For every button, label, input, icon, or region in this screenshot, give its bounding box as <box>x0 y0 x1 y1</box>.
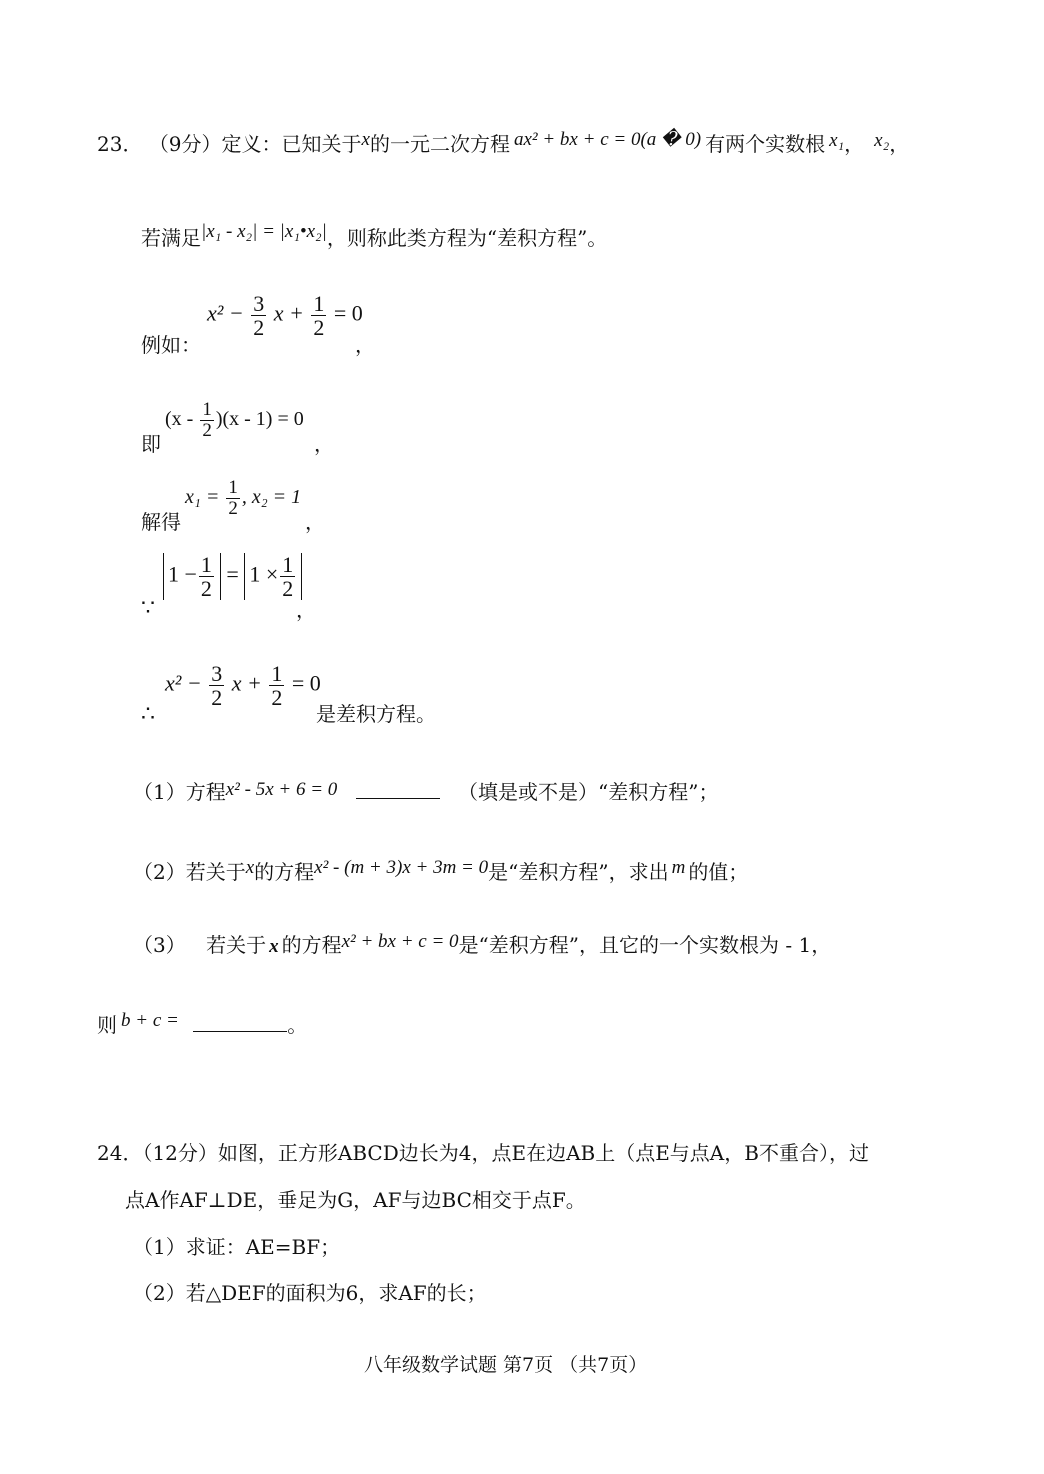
ji-label: 即 <box>141 432 161 456</box>
fraction-one-half: $\frac{1}{2}$ <box>228 477 238 519</box>
condition-prefix: 若满足 <box>141 226 201 250</box>
abs-right: 1 × $\frac{1}{2}$ <box>244 553 302 600</box>
part-1-hint: （填是或不是）“差积方程”； <box>458 780 719 804</box>
factored-eq-part: )(x - 1) = 0 <box>215 408 304 431</box>
fraction-one-half: $\frac{1}{2}$ <box>202 399 212 441</box>
comma: ， <box>844 132 865 156</box>
roots-eq-part: , x₂ = 1 <box>241 486 302 509</box>
fraction-one-half: $\frac{1}{2}$ <box>313 291 325 341</box>
answer-blank-1[interactable] <box>356 780 440 799</box>
abs-left: 1 − $\frac{1}{2}$ <box>163 553 221 600</box>
condition-suffix: ，则称此类方程为“差积方程”。 <box>326 226 608 250</box>
example-eq-part: x + <box>273 300 304 326</box>
roots-equation <box>185 478 301 519</box>
root-x1: x₁ <box>829 130 845 151</box>
roots-eq-part: x₁ = <box>185 486 220 509</box>
example-eq-part: x² − <box>207 300 244 326</box>
because-symbol: ∵ <box>141 596 155 621</box>
part-3-equation: x² + bx + c = 0 <box>341 931 459 952</box>
part-3-continued: 则 b + c = 。 <box>97 1010 308 1037</box>
part-3-label: （3） <box>133 933 186 957</box>
factored-eq-part: (x - <box>165 408 194 431</box>
conclusion-equation: x² − $\frac{3}{2}$ x + $\frac{1}{2}$ = 0 <box>165 661 321 711</box>
comma: ， <box>889 132 910 156</box>
var-x: x <box>361 129 370 150</box>
condition-equation: |x₁ - x₂| = |x₁•x₂| <box>201 221 327 242</box>
q23-intro-b: 的一元二次方程 <box>369 132 510 156</box>
q23-number: 23． <box>97 132 143 156</box>
part-1-label: （1）方程 <box>133 780 226 804</box>
equals-sign: = <box>226 561 239 587</box>
page-footer: 八年级数学试题 第7页 （共7页） <box>364 1354 648 1376</box>
q24-line1: 24．（12分）如图，正方形ABCD边长为4，点E在边AB上（点E与点A，B不重合），过 <box>97 1141 869 1165</box>
q23-intro-c: 有两个实数根 <box>705 132 826 156</box>
therefore-symbol: ∴ <box>141 702 155 727</box>
part-2: （2）若关于x的方程x² - (m + 3)x + 3m = 0是“差积方程”，求出 m 的值； <box>133 857 749 884</box>
fraction-three-halves: $\frac{3}{2}$ <box>253 291 265 341</box>
example-eq-part: = 0 <box>333 300 363 326</box>
part-1 <box>133 780 718 803</box>
conclusion-text: 是差积方程。 <box>316 702 436 726</box>
q24-line2: 点A作AF⊥DE，垂足为G，AF与边BC相交于点F。 <box>125 1188 586 1212</box>
trailing-comma: ， <box>314 432 334 456</box>
q23-condition-line <box>141 221 608 250</box>
q24-part2: （2）若△DEF的面积为6，求AF的长； <box>133 1281 487 1305</box>
answer-blank-2[interactable] <box>193 1013 287 1032</box>
factored-equation <box>165 400 304 441</box>
example-equation <box>207 292 363 339</box>
q23-score: （9分） <box>148 132 222 156</box>
q23-line1 <box>97 129 910 156</box>
jiede-label: 解得 <box>141 510 181 534</box>
root-x2: x₂ <box>874 130 890 151</box>
general-equation: ax² + bx + c = 0(a � 0) <box>513 129 702 150</box>
q24-part1: （1）求证：AE=BF； <box>133 1235 341 1259</box>
trailing-comma: ， <box>305 510 325 534</box>
trailing-comma: ， <box>355 333 375 357</box>
part-2-equation: x² - (m + 3)x + 3m = 0 <box>314 857 489 878</box>
trailing-comma: ， <box>296 598 316 622</box>
example-label: 例如： <box>141 333 201 357</box>
part-3-answer-expr: b + c = <box>121 1010 179 1031</box>
part-3: （3） 若关于 x 的方程x² + bx + c = 0是“差积方程”，且它的一个实数根为 - 1， <box>133 931 832 957</box>
part-1-equation: x² - 5x + 6 = 0 <box>225 779 338 800</box>
q23-intro-a: 定义：已知关于 <box>221 132 362 156</box>
part-2-label: （2）若关于 <box>133 860 246 884</box>
abs-equality <box>163 553 302 600</box>
